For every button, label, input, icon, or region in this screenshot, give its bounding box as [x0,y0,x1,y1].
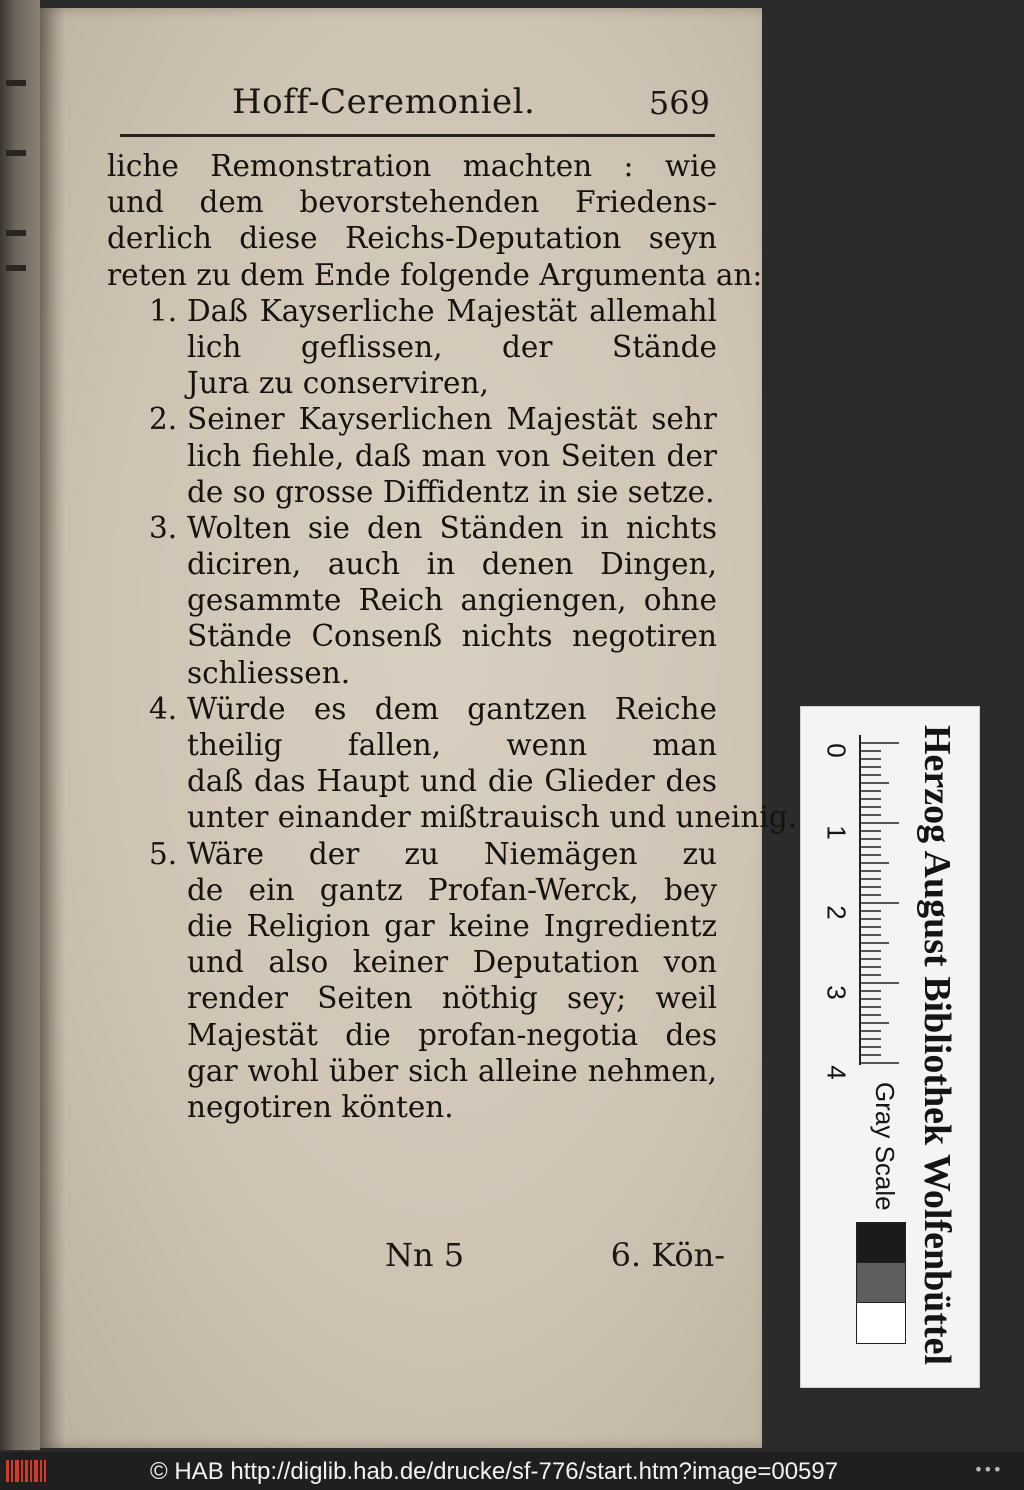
text-line: reten zu dem Ende folgende Argumenta an: [107,257,763,292]
ruler-cm-label: 3 [821,985,852,1000]
item-number: 5. [149,836,178,871]
text-line: lich fiehle, daß man von Seiten der [187,438,717,473]
ruler-ticks [859,735,899,1075]
text-line: Stände Consenß nichts negotiren [187,619,717,654]
ruler-cm-label: 1 [821,825,852,840]
previous-page-mark [6,80,26,86]
text-line: Wolten sie den Ständen in nichts [187,510,717,545]
ruler-cm-label: 4 [821,1065,852,1080]
text-line: unter einander mißtrauisch und uneinig. [187,800,798,835]
text-line: theilig fallen, wenn man [187,728,717,762]
previous-page-mark [6,265,26,271]
text-line: Würde es dem gantzen Reiche [187,691,717,726]
text-line: de ein gantz Profan-Werck, bey [187,872,717,907]
item-number: 3. [149,510,178,545]
text-line: Wäre der zu Niemägen zu [187,836,717,871]
list-item [107,293,717,402]
list-item [107,510,717,691]
page-footer [385,1236,725,1286]
status-bar [0,1452,1024,1490]
text-line: liche Remonstration machten : wie [107,149,717,183]
catchword: 6. Kön- [610,1236,725,1274]
gray-swatch-dark [856,1222,906,1264]
text-line: diciren, auch in denen Dingen, [187,547,717,582]
header-rule [120,134,715,137]
text-line: Seiner Kayserlichen Majestät sehr [187,402,717,437]
institution-name: Herzog August Bibliothek Wolfenbüttel [916,725,958,1366]
previous-page-mark [6,230,26,236]
copyright-link[interactable]: © HAB http://diglib.hab.de/drucke/sf-776/start.htm?image=00597 [150,1458,839,1485]
text-line: render Seiten nöthig sey; weil [187,981,717,1016]
item-number: 4. [149,691,178,726]
page-number: 569 [648,84,710,122]
list-item [107,836,717,1126]
previous-page-mark [6,150,26,156]
signature-mark: Nn 5 [385,1236,465,1274]
ruler-cm-label: 0 [821,743,852,758]
text-line: schliessen. [187,655,351,690]
gray-swatch-mid [856,1262,906,1304]
ellipsis-icon[interactable]: ••• [973,1460,1002,1479]
text-line: de so grosse Diffidentz in sie setze. [187,474,715,509]
text-line: gesammte Reich angiengen, ohne [187,583,717,618]
text-line: negotiren könten. [187,1089,454,1124]
text-line: Daß Kayserliche Majestät allemahl [187,293,717,328]
gray-scale-label: Gray Scale [870,1082,900,1211]
text-line: und dem bevorstehenden Friedens- [107,185,717,220]
text-line: und also keiner Deputation von [187,945,717,980]
scale-ruler-card [800,706,980,1388]
list-item [107,691,798,836]
text-line: daß das Haupt und die Glieder des [187,764,717,799]
page-gutter-shadow [40,8,66,1448]
text-line: Majestät die profan-negotia des [187,1017,717,1052]
page-header [232,82,712,132]
text-line: gar wohl über sich alleine nehmen, [187,1053,717,1088]
running-title: Hoff-Ceremoniel. [232,82,536,122]
scanned-page [40,8,798,1448]
ruler-cm-label: 2 [821,905,852,920]
text-line: lich geflissen, der Stände [187,329,717,364]
list-item [107,401,717,510]
text-line: die Religion gar keine Ingredientz [187,908,717,943]
hab-barcode-logo-icon[interactable] [6,1460,46,1482]
previous-page-edge [0,0,40,1450]
gray-swatch-white [856,1302,906,1344]
item-number: 2. [149,402,178,437]
text-line: derlich diese Reichs-Deputation seyn [107,221,717,256]
body-text [107,148,798,1125]
item-number: 1. [149,293,178,328]
text-line: Jura zu conserviren, [187,366,489,401]
